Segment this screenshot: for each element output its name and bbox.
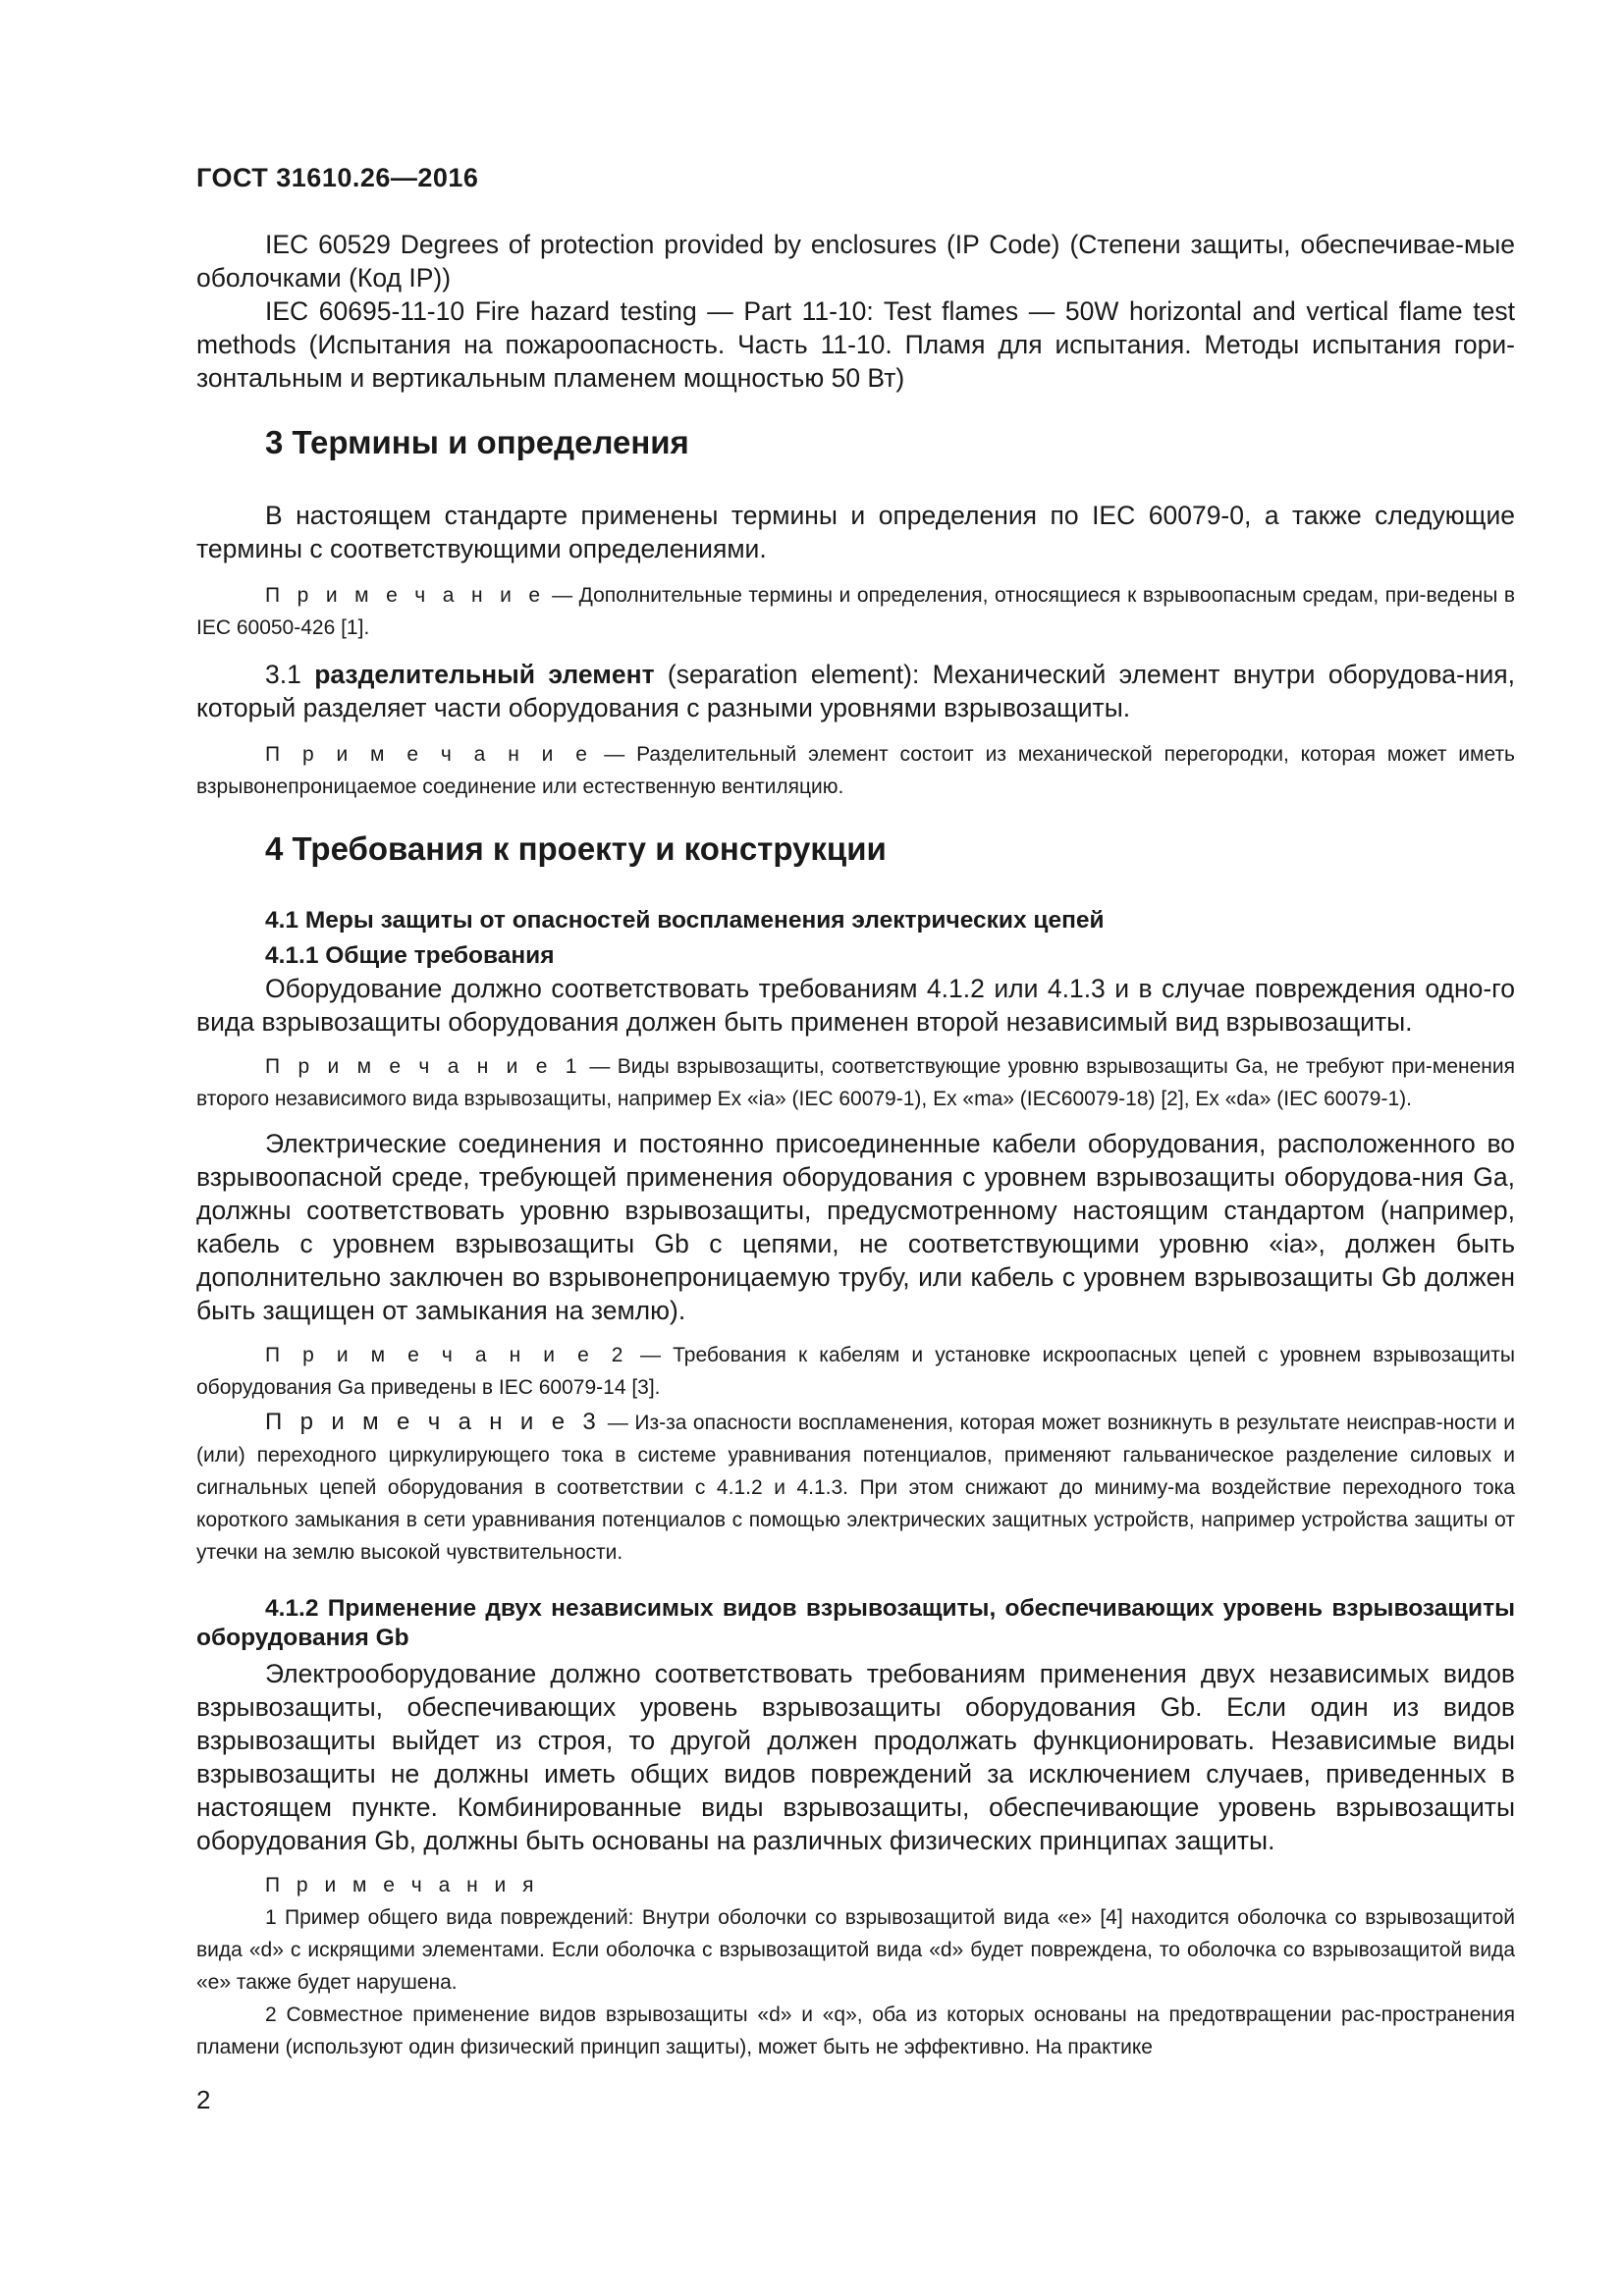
section-title: 3 Термины и определения [265, 424, 689, 460]
note [196, 738, 1515, 803]
subsection-title: 4.1 Меры защиты от опасностей воспламенения электрических цепей [265, 907, 1105, 934]
note-label: П р и м е ч а н и е 2 [265, 1344, 628, 1366]
paragraph: Оборудование должно соответствовать требованиям 4.1.2 или 4.1.3 и в случае повреждения одно-го вида взрывозащиты оборудования должен быть применен второй независимый вид взрывозащиты. [196, 974, 1515, 1037]
subsection-title: 4.1.1 Общие требования [265, 942, 555, 969]
definition-text: (separation element): Механический элемент внутри оборудова-ния, который разделяет части оборудования с разными уровнями взрывозащиты. [196, 660, 1515, 722]
section-4 [196, 830, 1515, 2063]
definition-number: 3.1 [265, 660, 315, 689]
references-block [196, 228, 1515, 395]
section-title: 4 Требования к проекту и конструкции [265, 830, 887, 867]
note [196, 1406, 1515, 1569]
paragraph: Электрооборудование должно соответствовать требованиям применения двух независимых видов взрывозащиты, обеспечивающих уровень взрывозащиты оборудования Gb. Если один из видов взрывозащиты выйдет из строя, то другой должен продолжать функционировать. Независимые виды взрывозащиты не должны иметь общих видов повреждений за исключением случаев, приведенных в настоящем пункте. Комбинированные виды взрывозащиты, обеспечивающие уровень взрывозащиты оборудования Gb, должны быть основаны на различных физических принципах защиты. [196, 1659, 1515, 1855]
reference-item: IEC 60695-11-10 Fire hazard testing — Part 11-10: Test flames — 50W horizontal and vertical flame test methods (Испытания на пожароопасность. Часть 11-10. Пламя для испытания. Методы испытания гори-зонтальным и вертикальным пламенем мощностью 50 Вт) [196, 296, 1515, 393]
definition [196, 658, 1515, 724]
note-text: — Дополнительные термины и определения, относящиеся к взрывоопасным средам, при-ведены в IEC 60050-426 [1]. [196, 584, 1515, 639]
note-item: 2 Совместное применение видов взрывозащиты «d» и «q», оба из которых основаны на предотвращении рас-пространения пламени (используют один физический принцип защиты), может быть не эффективно. На практике [196, 2003, 1515, 2058]
paragraph: В настоящем стандарте применены термины и определения по IEC 60079-0, а также следующие термины с соответствующими определениями. [196, 501, 1515, 563]
notes-heading [196, 1869, 1515, 1901]
subsection-title: 4.1.2 Применение двух независимых видов взрывозащиты, обеспечивающих уровень взрывозащиты оборудования Gb [196, 1595, 1515, 1651]
note-text: — Виды взрывозащиты, соответствующие уровню взрывозащиты Ga, не требуют при-менения второго независимого вида взрывозащиты, например Ex «ia» (IEC 60079-1), Ex «ma» (IEC60079-18) [2], Ex «da» (IEC 60079-1). [196, 1055, 1515, 1110]
note-text: — Разделительный элемент состоит из механической перегородки, которая может иметь взрывонепроницаемое соединение или естественную вентиляцию. [196, 743, 1516, 798]
note [196, 1050, 1515, 1115]
note-label: П р и м е ч а н и е 1 [265, 1055, 582, 1078]
note-item: 1 Пример общего вида повреждений: Внутри оболочки со взрывозащитой вида «е» [4] находится оболочка со взрывозащитой вида «d» с искрящими элементами. Если оболочка с взрывозащитой вида «d» будет повреждена, то оболочка со взрывозащитой вида «е» также будет нарушена. [196, 1906, 1515, 1994]
section-3 [196, 424, 1515, 803]
page-number: 2 [196, 2085, 211, 2114]
note-label: П р и м е ч а н и е [265, 584, 546, 607]
note-text: — Требования к кабелям и установке искроопасных цепей с уровнем взрывозащиты оборудования Ga приведены в IEC 60079-14 [3]. [196, 1344, 1515, 1399]
paragraph: Электрические соединения и постоянно присоединенные кабели оборудования, расположенного во взрывоопасной среде, требующей применения оборудования с уровнем взрывозащиты оборудова-ния Ga, должны соответствовать уровню взрывозащиты, предусмотренному настоящим стандартом (например, кабель с уровнем взрывозащиты Gb с цепями, не соответствующими уровню «ia», должен быть дополнительно заключен во взрывонепроницаемую трубу, или кабель с уровнем взрывозащиты Gb должен быть защищен от замыкания на землю). [196, 1129, 1515, 1325]
note-text: — Из-за опасности воспламенения, которая может возникнуть в результате неисправ-ности и (или) переходного циркулирующего тока в системе уравнивания потенциалов, применяют гальваническое разделение силовых и сигнальных цепей оборудования в соответствии с 4.1.2 и 4.1.3. При этом снижают до миниму-ма воздействие переходного тока короткого замыкания в сети уравнивания потенциалов с помощью электрических защитных устройств, например устройства защиты от утечки на землю высокой чувствительности. [196, 1412, 1515, 1564]
document-header: ГОСТ 31610.26—2016 [196, 163, 479, 192]
reference-item: IEC 60529 Degrees of protection provided by enclosures (IP Code) (Степени защиты, обеспечивае-мые оболочками (Код IP)) [196, 230, 1515, 293]
note-label: П р и м е ч а н и е [265, 743, 593, 766]
definition-term: разделительный элемент [314, 660, 655, 689]
note [196, 579, 1515, 644]
notes-label: П р и м е ч а н и я [265, 1874, 539, 1896]
note-label: П р и м е ч а н и е 3 [265, 1409, 602, 1435]
note [196, 1339, 1515, 1404]
